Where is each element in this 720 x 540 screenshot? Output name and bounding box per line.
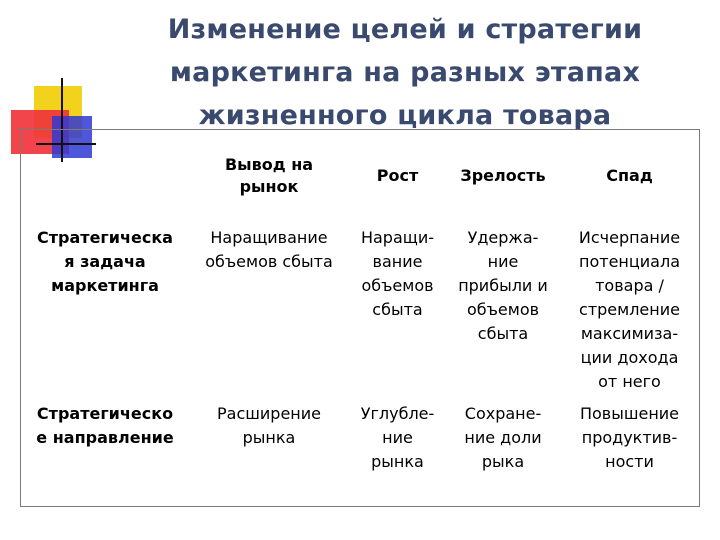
table-header-row: [20, 130, 700, 222]
row-header-strategic-direction: Стратегическо е направление: [36, 404, 174, 447]
column-header-launch: Вывод на рынок: [224, 155, 314, 196]
cell-direction-launch: Расширение рынка: [217, 404, 321, 447]
cell-direction-growth: Углубле- ние рынка: [360, 404, 435, 471]
slide-title-line-2: маркетинга на разных этапах: [169, 57, 641, 88]
row-header-strategic-task: Стратегическа я задача маркетинга: [37, 228, 173, 295]
slide-title-line-3: жизненного цикла товара: [198, 100, 612, 131]
table-row-strategic-task: [20, 222, 700, 398]
slide-title-line-1: Изменение целей и стратегии: [167, 14, 643, 45]
cell-direction-decline: Повышение продуктив- ности: [579, 404, 680, 471]
corner-cell: [20, 130, 190, 222]
table-row-strategic-direction: [20, 398, 700, 508]
column-header-growth: Рост: [376, 166, 419, 185]
cell-task-decline: Исчерпание потенциала товара / стремление максимиза- ции дохода от него: [578, 228, 681, 391]
cell-direction-maturity: Сохране- ние доли рыка: [464, 404, 542, 471]
lifecycle-table: [20, 130, 700, 508]
cell-task-launch: Наращивание объемов сбыта: [205, 228, 333, 271]
cell-task-growth: Наращи- вание объемов сбыта: [360, 228, 435, 319]
column-header-maturity: Зрелость: [460, 166, 546, 185]
slide-title: [120, 8, 690, 137]
column-header-decline: Спад: [606, 166, 653, 185]
cell-task-maturity: Удержа- ние прибыли и объемов сбыта: [458, 228, 548, 343]
